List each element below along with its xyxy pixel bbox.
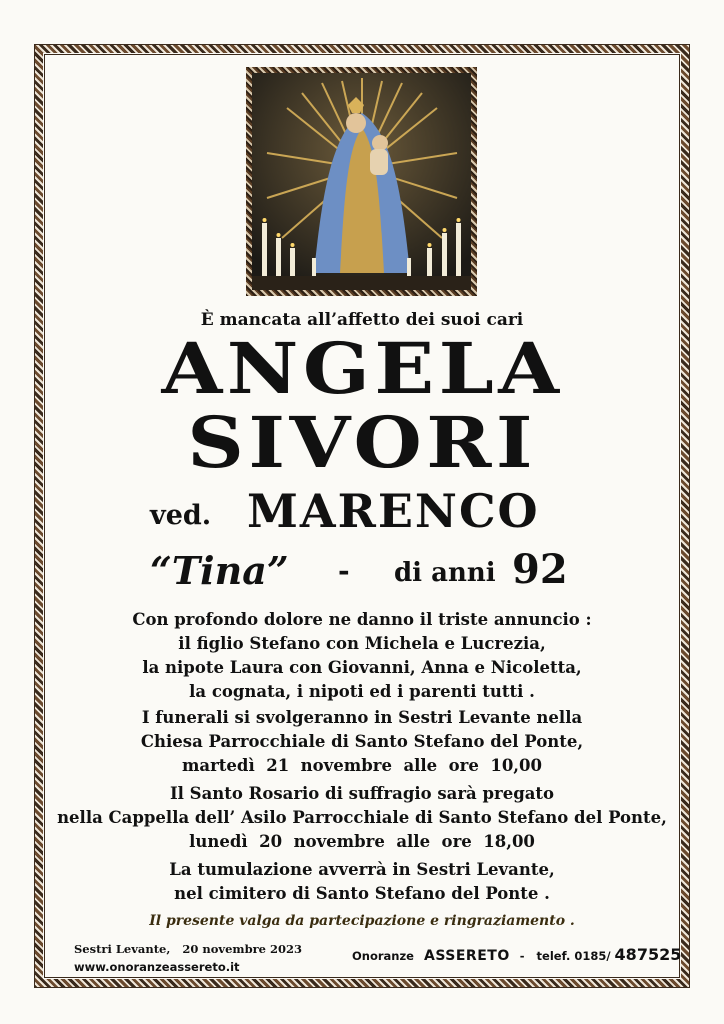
paragraph-line: la cognata, i nipoti ed i parenti tutti . (189, 682, 535, 701)
married-name-line (0, 484, 724, 540)
paragraph-line: La tumulazione avverrà in Sestri Levante, (169, 860, 555, 879)
phone-label: - telef. 0185/ (519, 949, 611, 963)
madonna-photo (252, 73, 471, 290)
burial-paragraph (0, 858, 724, 906)
paragraph-line: I funerali si svolgeranno in Sestri Levante nella (141, 708, 583, 727)
footer-agency (352, 945, 681, 964)
paragraph-line: martedì 21 novembre alle ore 10,00 (181, 756, 543, 775)
paragraph-line: Con profondo dolore ne danno il triste annuncio : (132, 610, 592, 629)
married-name: MARENCO (247, 484, 540, 538)
announcement-paragraph (0, 608, 724, 704)
first-name-text: ANGELA (160, 327, 564, 410)
age-prefix: di anni (394, 558, 496, 588)
paragraph-line: nel cimitero di Santo Stefano del Ponte . (174, 884, 550, 903)
funeral-paragraph (0, 706, 724, 778)
agency-prefix: Onoranze (352, 949, 414, 963)
age-value: 92 (512, 546, 568, 593)
deceased-last-name (0, 401, 724, 484)
agency-name: ASSERETO (424, 948, 510, 964)
separator-dash: - (338, 554, 350, 587)
closing-line: Il presente valga da partecipazione e ringraziamento . (149, 913, 575, 929)
deceased-first-name (0, 327, 724, 410)
rosary-paragraph (0, 782, 724, 854)
footer-left (74, 940, 302, 976)
paragraph-line: nella Cappella dell’ Asilo Parrocchiale di Santo Stefano del Ponte, (57, 808, 667, 827)
paragraph-line: il figlio Stefano con Michela e Lucrezia, (178, 634, 546, 653)
nickname-age-line (0, 548, 724, 600)
intro-line: È mancata all’affetto dei suoi cari (200, 310, 524, 330)
paragraph-line: lunedì 20 novembre alle ore 18,00 (189, 832, 535, 851)
widow-prefix: ved. (150, 500, 212, 531)
paragraph-line: Il Santo Rosario di suffragio sarà pregato (169, 784, 555, 803)
paragraph-line: la nipote Laura con Giovanni, Anna e Nicoletta, (142, 658, 582, 677)
website-link[interactable]: www.onoranzeassereto.it (74, 960, 240, 974)
nickname: “Tina” (150, 548, 289, 593)
phone-number[interactable]: 487525 (614, 945, 682, 964)
place-date: Sestri Levante, 20 novembre 2023 (74, 942, 303, 956)
paragraph-line: Chiesa Parrocchiale di Santo Stefano del Ponte, (140, 732, 584, 751)
last-name-text: SIVORI (187, 401, 537, 484)
